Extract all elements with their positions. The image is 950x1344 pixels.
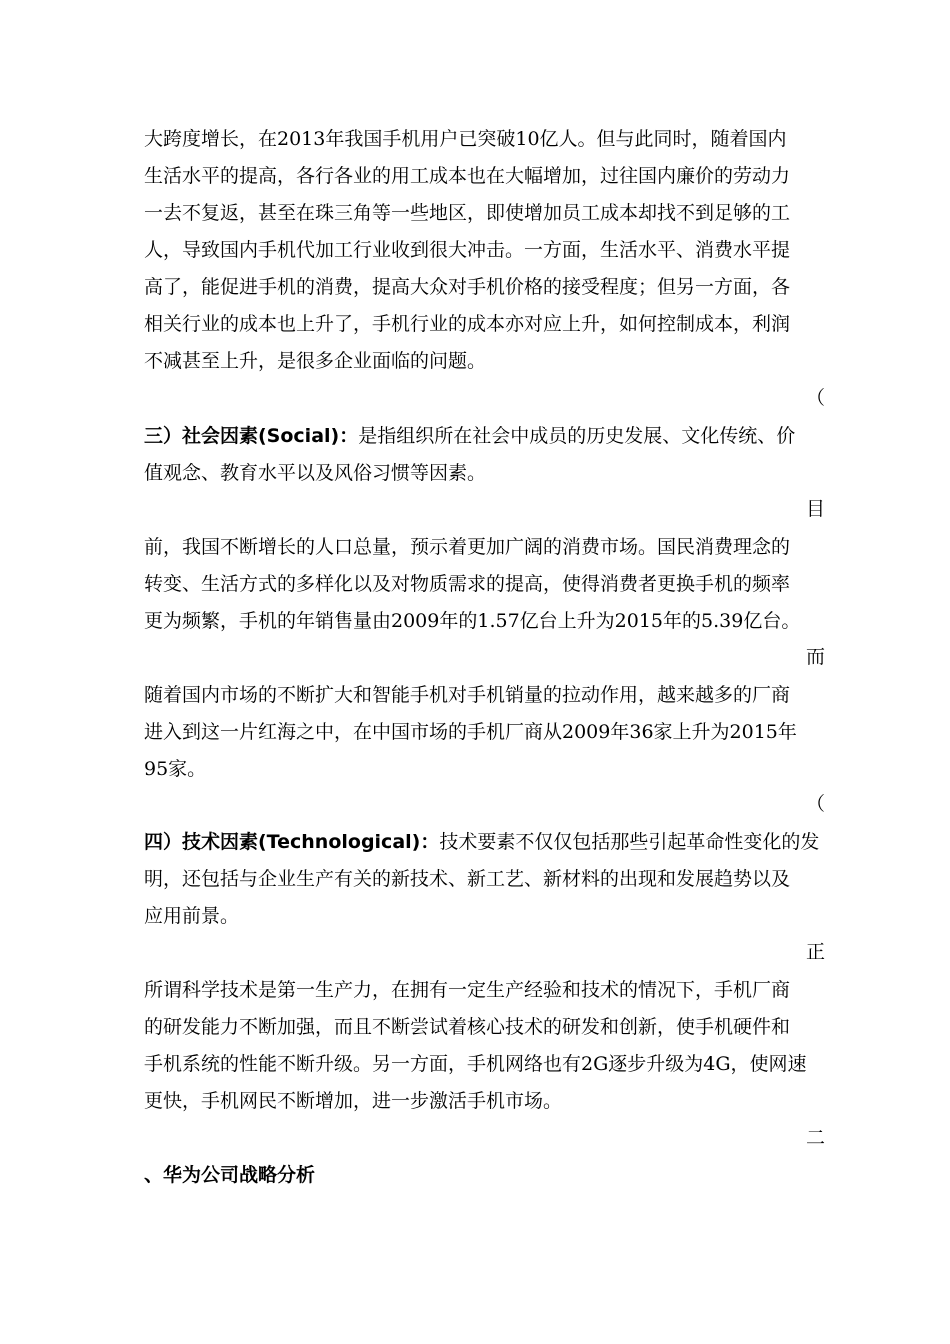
text-line: 大跨度增长，在2013年我国手机用户已突破10亿人。但与此同时，随着国内 [144, 128, 787, 150]
stray-char: 二 [805, 1127, 825, 1149]
text-line: 95家。 [144, 758, 207, 780]
economic-paragraph [144, 121, 808, 380]
text-line: 进入到这一片红海之中，在中国市场的手机厂商从2009年36家上升为2015年 [144, 721, 797, 743]
stray-paren: （ [805, 387, 825, 409]
text-line: 随着国内市场的不断扩大和智能手机对手机销量的拉动作用，越来越多的厂商 [144, 684, 791, 706]
section-title: 、华为公司战略分析 [144, 1164, 316, 1186]
text-line: 生活水平的提高，各行各业的用工成本也在大幅增加，过往国内廉价的劳动力 [144, 165, 791, 187]
social-def-text: 是指组织所在社会中成员的历史发展、文化传统、价 [358, 425, 796, 447]
text-line: 应用前景。 [144, 905, 240, 927]
social-paragraph-1 [144, 529, 808, 640]
text-line: 所谓科学技术是第一生产力，在拥有一定生产经验和技术的情况下，手机厂商 [144, 979, 791, 1001]
stray-char: 目 [805, 498, 825, 520]
social-paragraph-2 [144, 677, 808, 788]
text-line: 不减甚至上升，是很多企业面临的问题。 [144, 350, 487, 372]
text-line: 明，还包括与企业生产有关的新技术、新工艺、新材料的出现和发展趋势以及 [144, 868, 791, 890]
tech-def-text: 技术要素不仅仅包括那些引起革命性变化的发 [439, 831, 820, 853]
text-line: 前，我国不断增长的人口总量，预示着更加广阔的消费市场。国民消费理念的 [144, 536, 791, 558]
text-line: 高了，能促进手机的消费，提高大众对手机价格的接受程度；但另一方面，各 [144, 276, 791, 298]
tech-heading: 四）技术因素(Technological)： [144, 831, 440, 853]
text-line: 更为频繁，手机的年销售量由2009年的1.57亿台上升为2015年的5.39亿台。 [144, 610, 801, 632]
stray-char: 正 [805, 941, 825, 963]
tech-paragraph-1 [144, 972, 808, 1120]
text-line [144, 418, 808, 455]
text-line: 一去不复返，甚至在珠三角等一些地区，即使增加员工成本却找不到足够的工 [144, 202, 791, 224]
text-line: 转变、生活方式的多样化以及对物质需求的提高，使得消费者更换手机的频率 [144, 573, 791, 595]
text-line: 更快，手机网民不断增加，进一步激活手机市场。 [144, 1090, 563, 1112]
stray-char: 而 [805, 646, 825, 668]
text-line: 的研发能力不断加强，而且不断尝试着核心技术的研发和创新，使手机硬件和 [144, 1016, 791, 1038]
social-heading: 三）社会因素(Social)： [144, 425, 359, 447]
text-line [144, 824, 820, 861]
section-heading [144, 1157, 808, 1194]
text-line: 值观念、教育水平以及风俗习惯等因素。 [144, 462, 487, 484]
text-line: 手机系统的性能不断升级。另一方面，手机网络也有2G逐步升级为4G，使网速 [144, 1053, 807, 1075]
tech-definition [144, 824, 820, 935]
stray-paren: （ [805, 793, 825, 815]
social-definition [144, 418, 808, 492]
text-line: 人，导致国内手机代加工行业收到很大冲击。一方面，生活水平、消费水平提 [144, 239, 791, 261]
text-line: 相关行业的成本也上升了，手机行业的成本亦对应上升，如何控制成本，利润 [144, 313, 791, 335]
